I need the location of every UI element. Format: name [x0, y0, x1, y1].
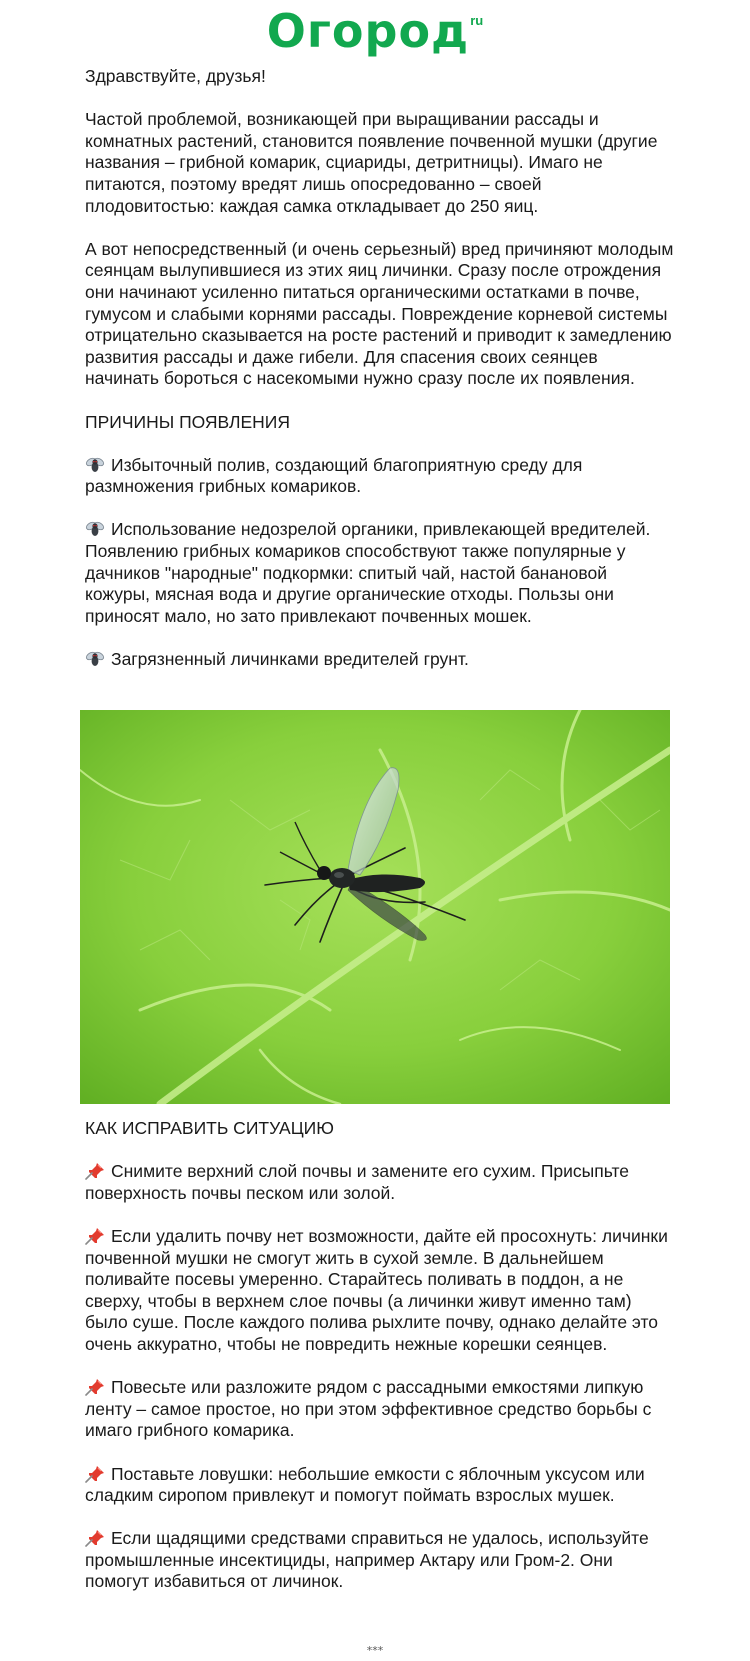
solution-text: Повесьте или разложите рядом с рассадными емкостями липкую ленту – самое простое, но при этом эффективное средство борьбы с имаго грибного комарика. — [85, 1377, 652, 1441]
solution-item — [85, 1377, 675, 1442]
intro-paragraph: А вот непосредственный (и очень серьезный) вред причиняют молодым сеянцам вылупившиеся из этих яиц личинки. Сразу после отрождения они начинают усиленно питаться органическими остатками в почве, гумусом и слабыми корнями рассады. Повреждение корневой системы отрицательно сказывается на росте растений и приводит к замедлению развития рассады и даже гибели. Для спасения своих сеянцев начинать бороться с насекомыми нужно сразу после их появления. — [85, 238, 674, 389]
solution-text: Если удалить почву нет возможности, дайте ей просохнуть: личинки почвенной мушки не смогут жить в сухой земле. В дальнейшем поливайте посевы умеренно. Старайтесь поливать в поддон, а не сверху, чтобы в верхнем слое почвы (а личинки живут именно там) было суше. После каждого полива рыхлите почву, однако делайте это очень аккуратно, чтобы не повредить нежные корешки сеянцев. — [85, 1225, 668, 1354]
leaf-with-gnat-image — [80, 710, 670, 1104]
site-logo[interactable] — [0, 6, 750, 56]
pushpin-icon — [85, 1162, 105, 1180]
greeting-text: Здравствуйте, друзья! — [85, 66, 266, 86]
cause-text: Загрязненный личинками вредителей грунт. — [111, 649, 469, 670]
pushpin-icon — [85, 1227, 105, 1245]
pushpin-icon — [85, 1465, 105, 1483]
intro-paragraph: Частой проблемой, возникающей при выращивании рассады и комнатных растений, становится появление почвенной мушки (другие названия – грибной комарик, сциариды, детритницы). Имаго не питаются, поэтому вредят лишь опосредованно – своей плодовитостью: каждая самка откладывает до 250 яиц. — [85, 109, 658, 216]
cause-item — [85, 649, 675, 671]
article-intro — [85, 66, 675, 692]
solution-text: Поставьте ловушки: небольшие емкости с яблочным уксусом или сладким сиропом привлекут и помогут поймать взрослых мушек. — [85, 1463, 645, 1506]
pushpin-icon — [85, 1378, 105, 1396]
logo-suffix: ru — [470, 13, 484, 28]
solution-item — [85, 1226, 675, 1356]
cause-item — [85, 519, 675, 627]
solution-item — [85, 1528, 675, 1593]
logo-wordmark: Огород — [266, 4, 470, 58]
solution-text: Если щадящими средствами справиться не удалось, используйте промышленные инсектициды, например Актару или Гром-2. Они помогут избавиться от личинок. — [85, 1528, 649, 1592]
section-separator: *** — [366, 1644, 384, 1657]
fly-icon — [85, 650, 105, 668]
cause-text: Избыточный полив, создающий благоприятную среду для размножения грибных комариков. — [85, 454, 583, 497]
pushpin-icon — [85, 1529, 105, 1547]
causes-heading: ПРИЧИНЫ ПОЯВЛЕНИЯ — [85, 411, 290, 432]
article-solutions — [85, 1118, 675, 1615]
solution-item — [85, 1161, 675, 1204]
fungus-gnat-photo — [80, 710, 670, 1104]
fly-icon — [85, 520, 105, 538]
solution-item — [85, 1464, 675, 1507]
solution-text: Снимите верхний слой почвы и замените его сухим. Присыпьте поверхность почвы песком или золой. — [85, 1161, 630, 1203]
fly-icon — [85, 456, 105, 474]
solutions-heading: КАК ИСПРАВИТЬ СИТУАЦИЮ — [85, 1118, 334, 1138]
cause-item — [85, 455, 675, 498]
cause-text: Использование недозрелой органики, привлекающей вредителей. Появлению грибных комариков способствуют также популярные у дачников "народные" подкормки: спитый чай, настой банановой кожуры, мясная вода и другие органические отходы. Пользы они приносят мало, но зато привлекают почвенных мошек. — [85, 519, 651, 626]
